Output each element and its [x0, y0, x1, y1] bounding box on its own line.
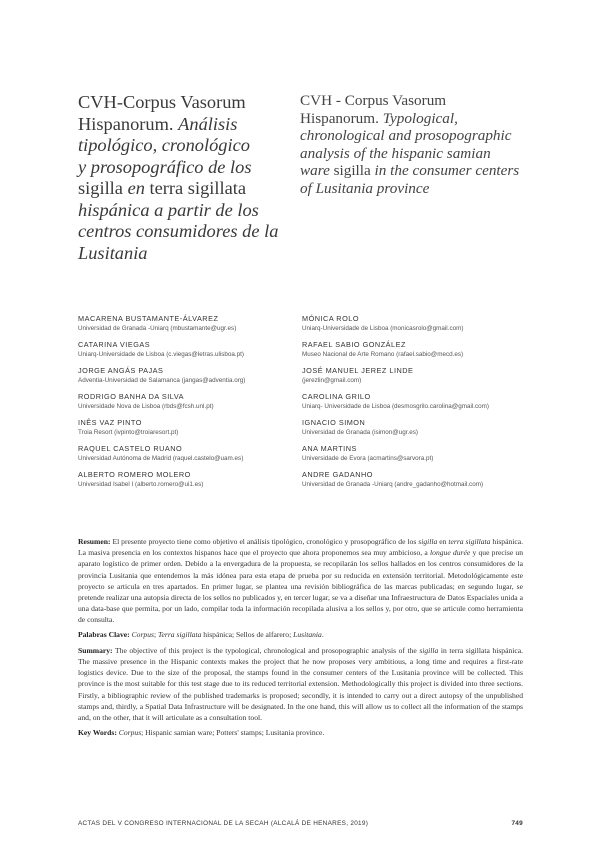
author-affiliation: Troia Resort (ivpinto@troiaresort.pt)	[78, 429, 179, 436]
author-entry	[302, 444, 522, 470]
title-en-line: chronological and prosopographic	[300, 127, 512, 145]
resumen-label: Resumen:	[78, 537, 111, 546]
author-affiliation: Uniarq-Universidade de Lisboa (monicasrolo@gmail.com)	[302, 325, 464, 332]
title-english	[300, 92, 520, 198]
author-name: IGNACIO SIMON	[302, 418, 366, 427]
summary-italic: sigilla	[419, 645, 439, 655]
title-en-line: of Lusitania province	[300, 179, 430, 197]
author-affiliation: Museo Nacional de Arte Romano (rafael.sabio@mecd.es)	[302, 351, 464, 358]
author-affiliation: Universidad Isabel I (alberto.romero@ui1.es)	[78, 481, 204, 488]
resumen-italic: sigilla	[418, 537, 438, 546]
title-spanish	[78, 92, 283, 264]
title-es-line: hispánica a partir de los	[78, 199, 259, 220]
abstract-block	[78, 536, 523, 738]
title-es-line: Lusitania	[78, 242, 148, 263]
key-words-italic: Corpus	[118, 728, 142, 738]
palabras-clave-paragraph	[78, 629, 523, 640]
author-entry	[78, 392, 293, 418]
page-number: 749	[511, 820, 523, 827]
author-name: INÊS VAZ PINTO	[78, 418, 142, 427]
key-words-text: ; Hispanic samian ware; Potters' stamps; Lusitania province.	[141, 728, 325, 738]
author-entry	[302, 470, 522, 496]
author-entry	[302, 392, 522, 418]
title-en-line: in the consumer centers	[374, 162, 520, 180]
title-en-line: Hispanorum.	[300, 109, 379, 127]
author-affiliation: Adventia-Universidad de Salamanca (jangas@adventia.org)	[78, 377, 246, 384]
palabras-clave-label: Palabras Clave:	[78, 629, 130, 639]
author-affiliation: Universidad Autónoma de Madrid (raquel.castelo@uam.es)	[78, 455, 244, 462]
author-entry	[78, 444, 293, 470]
resumen-text: en	[437, 537, 449, 546]
author-entry	[78, 366, 293, 392]
author-name: ANA MARTINS	[302, 444, 357, 453]
title-en-line: ware	[300, 162, 330, 180]
resumen-text: hispánica. La masiva presencia en los contextos hispanos hace que el proyecto que ahora proponemos sea muy ambicioso, a	[78, 537, 524, 558]
author-name: ANDRE GADANHO	[302, 470, 373, 479]
footer-conference: ACTAS DEL V CONGRESO INTERNACIONAL DE LA SECAH (ALCALÁ DE HENARES, 2019)	[78, 820, 369, 827]
author-entry	[302, 314, 522, 340]
author-entry	[78, 314, 293, 340]
title-es-line: centros consumidores de la	[78, 221, 279, 241]
summary-label: Summary:	[78, 645, 113, 655]
author-entry	[78, 418, 293, 444]
author-name: CATARINA VIEGAS	[78, 340, 151, 349]
resumen-text: El presente proyecto tiene como objetivo el análisis tipológico, cronológico y prosopográfico de los	[110, 537, 419, 546]
author-entry	[78, 470, 293, 496]
summary-paragraph	[78, 645, 523, 723]
title-en-line: sigilla	[333, 162, 371, 180]
authors-right-column	[302, 314, 522, 496]
resumen-text: y que precise un aparato logístico de primer orden. Debido a la envergadura de la propuesta, se recopilarán los sellos hallados en los centros consumidores de la provincia Lusitania que entendemos la más idónea para esta etapa de prueba por su reducida en extensión territorial. Metodológicamente este proyecto se articula en tres apartados. En primer lugar, se plantea una revisión bibliográfica de las marcas publicadas; en segundo lugar, se pretende realizar una autopsia directa de los sellos no publicados y, en tercer lugar, se va a diseñar una Infraestructura de Datos Espaciales unida a una data-base que permita, por un lado, compilar toda la información recopilada alusiva a los sellos y, por otro, que se articule como herramienta de consulta.	[78, 548, 524, 625]
authors-left-column	[78, 314, 293, 496]
author-affiliation: Universidad de Granada -Uniarq (mbustamante@ugr.es)	[78, 325, 237, 332]
author-name: RAFAEL SABIO GONZÁLEZ	[302, 340, 406, 349]
palabras-italic: Lusitania	[293, 629, 322, 639]
title-es-line: tipológico, cronológico	[78, 135, 250, 155]
title-es-line: Análisis	[178, 113, 238, 134]
author-name: JORGE ANGÁS PAJAS	[78, 366, 164, 375]
title-es-line: sigilla	[78, 178, 123, 198]
title-es-line: Hispanorum.	[78, 113, 174, 134]
author-name: RAQUEL CASTELO RUANO	[78, 444, 183, 453]
title-en-line: CVH - Corpus Vasorum	[300, 92, 447, 109]
title-en-line: analysis of the hispanic samian	[300, 144, 491, 162]
author-entry	[78, 340, 293, 366]
title-en-line: Typological,	[382, 109, 458, 127]
resumen-italic: terra sigillata	[448, 537, 491, 546]
author-name: MACARENA BUSTAMANTE-ÁLVAREZ	[78, 314, 219, 323]
resumen-italic: longue durée	[430, 548, 471, 558]
summary-text: in terra sigillata hispánica. The massive presence in the Hispanic contexts makes the project that he now proposes very ambitious, a long time and requires a first-rate logistics device. Due to the size of the proposal, the stamps found in the consumer centers of the Lusitania province will be collected. This province is the most suitable for this test stage due to its reduced territorial extension. Methodologically this project is divided into three sections. Firstly, a bibliographic review of the published trademarks is proposed; secondly, it is intended to carry out a direct autopsy of the unpublished stamps and, thirdly, a Spatial Data Infrastructure will be designated. In the one hand, this will allow us to collect all the information of the stamps and, on the other, that it will articulate as a consultation tool.	[78, 645, 523, 723]
author-name: ALBERTO ROMERO MOLERO	[78, 470, 191, 479]
author-entry	[302, 418, 522, 444]
resumen-paragraph	[78, 536, 523, 626]
author-affiliation: Universidade de Evora (acmartins@sarvora.pt)	[302, 455, 434, 462]
title-es-line: terra sigillata	[149, 178, 247, 198]
author-affiliation: Universidade Nova de Lisboa (rbds@fcsh.unl.pt)	[78, 403, 214, 410]
author-entry	[302, 340, 522, 366]
author-name: JOSÉ MANUEL JEREZ LINDE	[302, 366, 414, 375]
author-name: CAROLINA GRILO	[302, 392, 371, 401]
title-es-line: CVH-Corpus Vasorum	[78, 92, 246, 112]
author-affiliation: Uniarq- Universidade de Lisboa (desmosgrilo.carolina@gmail.com)	[302, 403, 489, 410]
author-affiliation: Universidad de Granada (isimon@ugr.es)	[302, 429, 418, 436]
palabras-italic: Corpus	[131, 629, 154, 639]
palabras-italic: Terra sigillata	[157, 629, 202, 639]
author-name: MÓNICA ROLO	[302, 314, 359, 323]
key-words-label: Key Words:	[78, 728, 117, 738]
palabras-text: hispánica; Sellos de alfarero;	[201, 629, 294, 639]
author-affiliation: Universidad de Granada -Uniarq (andre_gadanho@hotmail.com)	[302, 481, 484, 488]
key-words-paragraph	[78, 727, 523, 738]
title-es-line: y prosopográfico de los	[78, 156, 252, 177]
author-entry	[302, 366, 522, 392]
author-name: RODRIGO BANHA DA SILVA	[78, 392, 185, 401]
author-affiliation: (jerezlin@gmail.com)	[302, 377, 362, 384]
palabras-text: .	[321, 629, 324, 639]
author-affiliation: Uniarq-Universidade de Lisboa (c.viegas@letras.ulisboa.pt)	[78, 351, 244, 358]
title-es-line: en	[127, 178, 145, 198]
summary-text: The objective of this project is the typological, chronological and prosopographic analysis of the	[112, 645, 420, 655]
palabras-text: ;	[153, 629, 158, 639]
